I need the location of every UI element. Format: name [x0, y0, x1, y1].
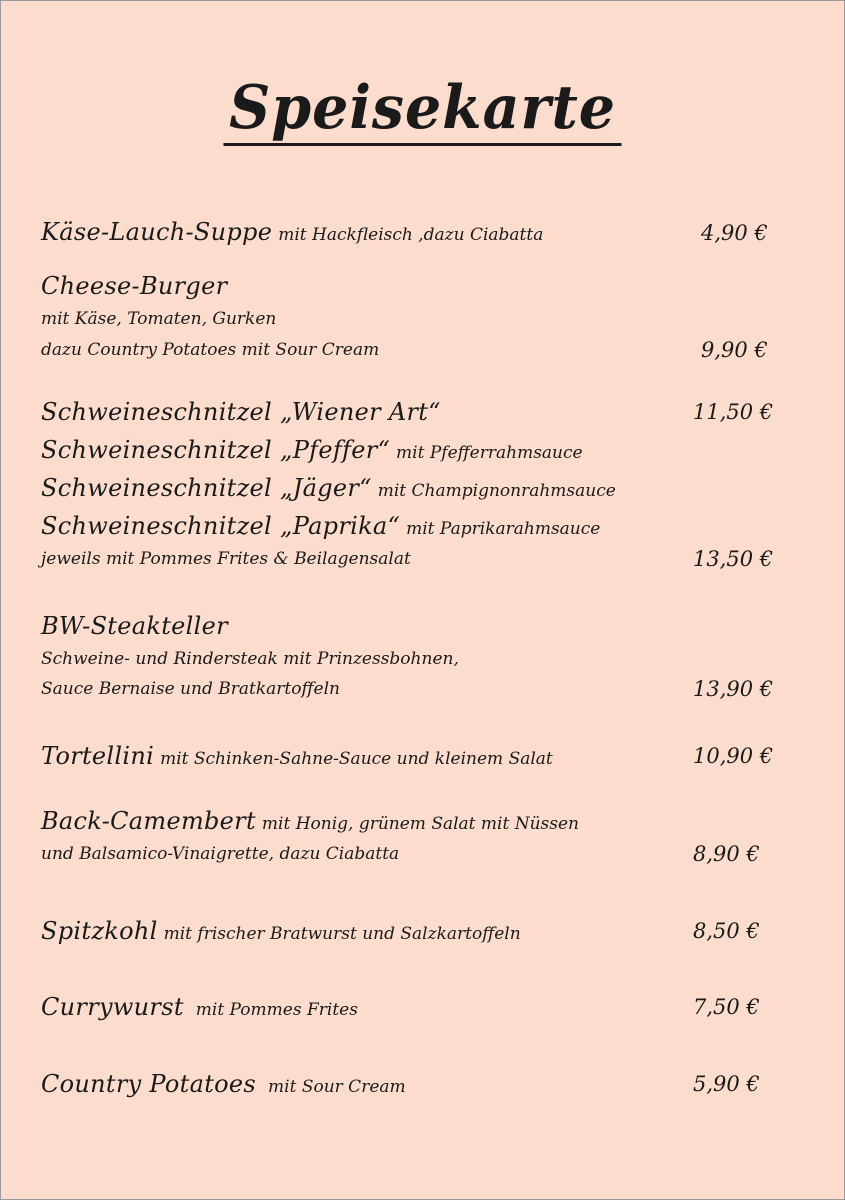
item-name: Cheese-Burger [41, 272, 228, 300]
item-description: mit frischer Bratwurst und Salzkartoffeln [163, 924, 521, 944]
menu-title-wrap [1, 73, 844, 146]
item-description-line: Schweine- und Rindersteak mit Prinzessbohnen, [41, 649, 459, 669]
item-name: Back-Camembert [41, 807, 256, 835]
item-price: 5,90 € [693, 1072, 760, 1096]
item-price: 9,90 € [701, 338, 768, 362]
item-description-line: mit Käse, Tomaten, Gurken [41, 309, 277, 329]
item-name: BW-Steakteller [41, 612, 228, 640]
item-description-line: Sauce Bernaise und Bratkartoffeln [41, 679, 340, 699]
menu-item-schnitzel-paprika [41, 514, 600, 538]
menu-item-currywurst [41, 995, 358, 1019]
item-name: Tortellini [41, 742, 155, 770]
menu-item-cheese-burger [41, 274, 227, 298]
item-price: 4,90 € [701, 221, 768, 245]
item-description: mit Hackfleisch ,dazu Ciabatta [278, 225, 544, 245]
item-price: 10,90 € [693, 744, 774, 768]
item-price: 11,50 € [693, 400, 774, 424]
menu-item-tortellini [41, 744, 553, 768]
item-description: mit Pfefferrahmsauce [396, 443, 583, 463]
item-description: mit Champignonrahmsauce [377, 481, 616, 501]
menu-item-spitzkohl [41, 919, 521, 943]
menu-item-bw-steakteller [41, 614, 228, 638]
menu-item-schnitzel-jaeger [41, 476, 616, 500]
item-price: 7,50 € [693, 995, 760, 1019]
item-name: Currywurst [41, 993, 184, 1021]
item-price: 8,90 € [693, 842, 760, 866]
item-name: Schweineschnitzel „Jäger“ [41, 474, 372, 502]
item-description-line: jeweils mit Pommes Frites & Beilagensalat [41, 549, 411, 569]
item-price: 13,50 € [693, 547, 774, 571]
item-description: mit Honig, grünem Salat mit Nüssen [261, 814, 579, 834]
item-price: 13,90 € [693, 677, 774, 701]
item-name: Schweineschnitzel „Pfeffer“ [41, 436, 391, 464]
item-description-line: dazu Country Potatoes mit Sour Cream [41, 340, 380, 360]
item-description: mit Paprikarahmsauce [406, 519, 601, 539]
item-name: Schweineschnitzel „Wiener Art“ [41, 398, 441, 426]
item-description: mit Sour Cream [268, 1077, 406, 1097]
menu-item-schnitzel-wiener [41, 400, 441, 424]
item-name: Schweineschnitzel „Paprika“ [41, 512, 401, 540]
menu-title: Speisekarte [223, 73, 621, 146]
menu-item-schnitzel-pfeffer [41, 438, 583, 462]
item-description-line: und Balsamico-Vinaigrette, dazu Ciabatta [41, 844, 400, 864]
menu-item-back-camembert [41, 809, 579, 833]
item-description: mit Pommes Frites [195, 1000, 358, 1020]
item-name: Country Potatoes [41, 1070, 257, 1098]
item-name: Spitzkohl [41, 917, 158, 945]
menu-item-country-potatoes [41, 1072, 406, 1096]
item-price: 8,50 € [693, 919, 760, 943]
menu-item-kaese-lauch-suppe [41, 220, 543, 244]
item-name: Käse-Lauch-Suppe [41, 218, 273, 246]
item-description: mit Schinken-Sahne-Sauce und kleinem Salat [160, 749, 553, 769]
